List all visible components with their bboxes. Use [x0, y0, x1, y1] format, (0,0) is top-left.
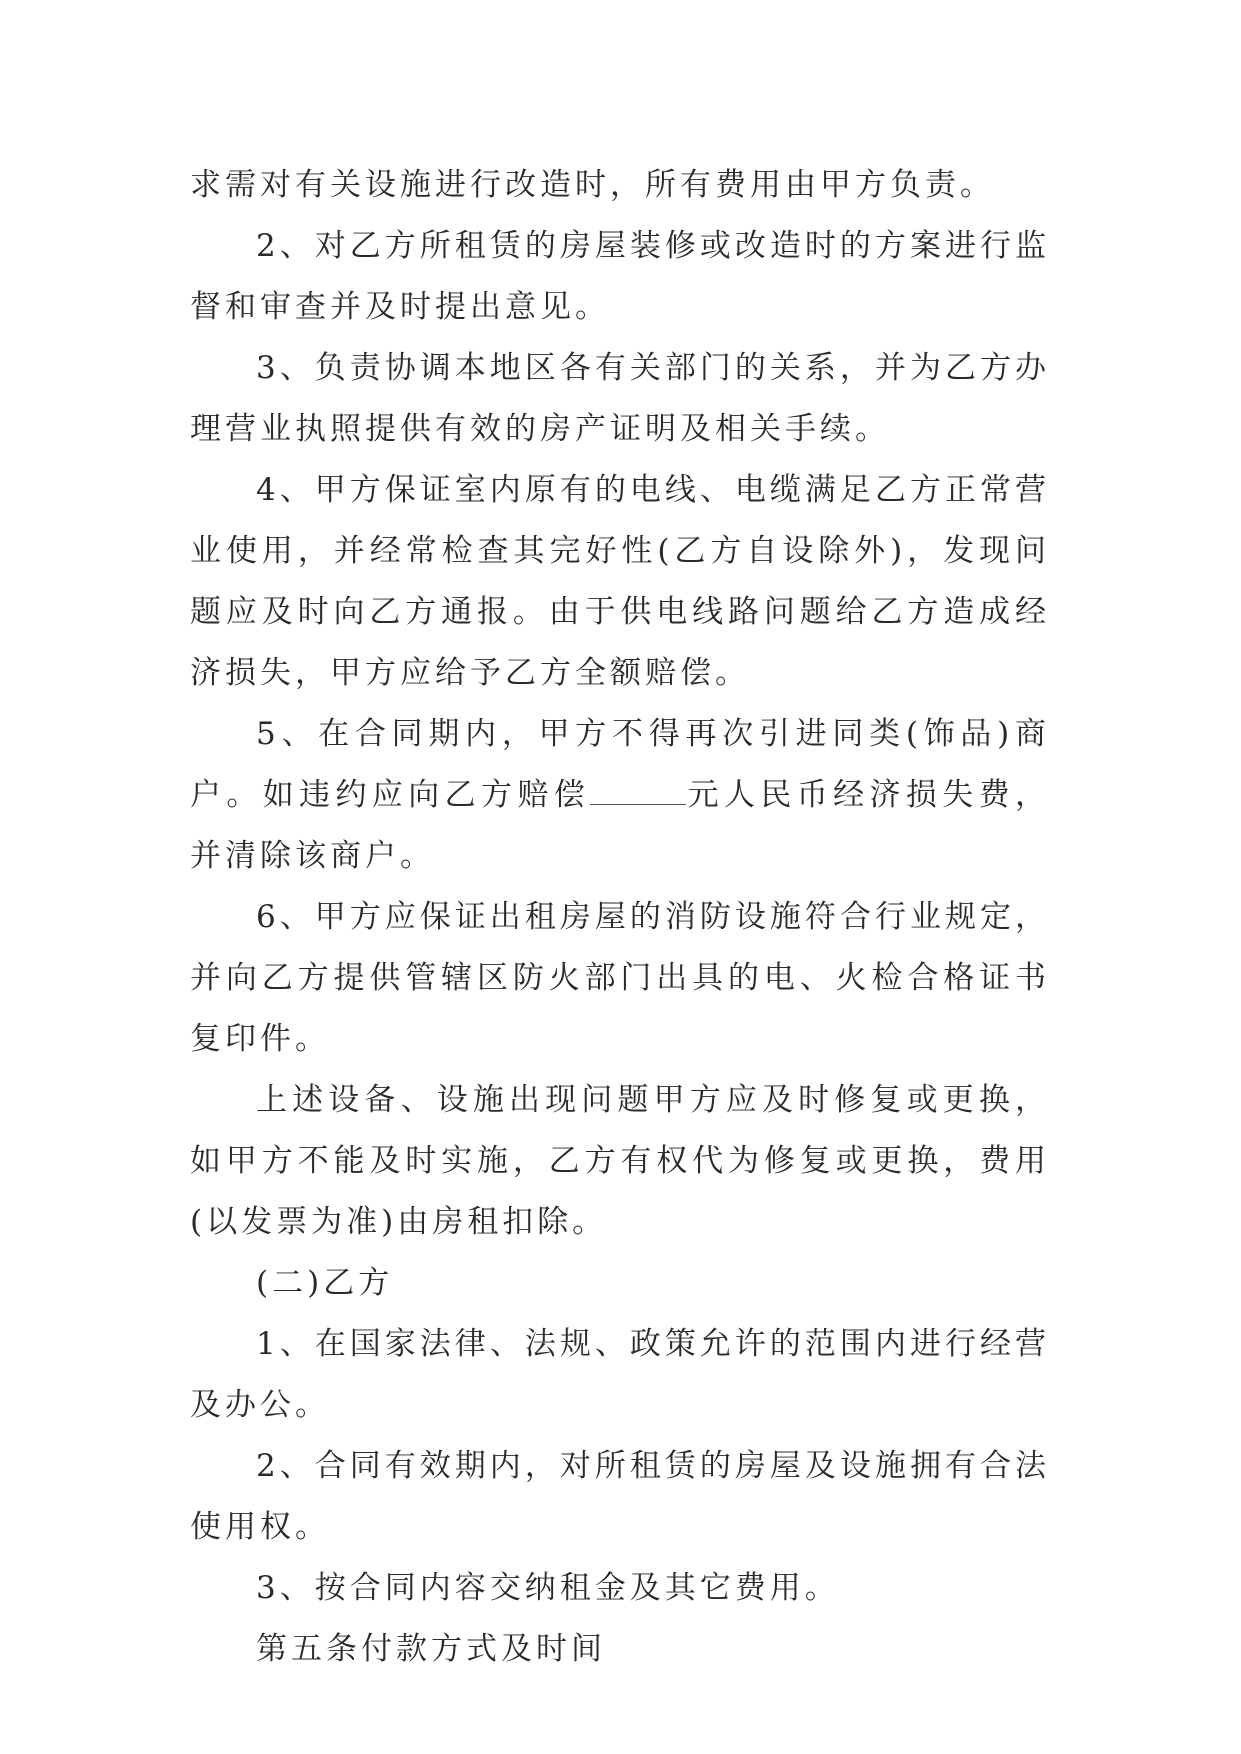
- paragraph-repair-clause: 上述设备、设施出现问题甲方应及时修复或更换，如甲方不能及时实施，乙方有权代为修复或更换，费用(以发票为准)由房租扣除。: [190, 1082, 1050, 1240]
- section-heading-lessee: (二)乙方: [256, 1265, 394, 1301]
- paragraph-lessor-item-3: 3、负责协调本地区各有关部门的关系，并为乙方办理营业执照提供有效的房产证明及相关手续。: [190, 350, 1050, 447]
- paragraph-lessor-item-5-part-2: 元人民币经济损失费，并清除该商户。: [190, 777, 1051, 874]
- paragraph-lessor-item-5: [190, 704, 1050, 887]
- paragraph-lessor-item-5-part-1: 5、在合同期内，甲方不得再次引进同类(饰品)商户。如违约应向乙方赔偿: [190, 716, 1050, 813]
- paragraph-lessee-item-2: 2、合同有效期内，对所租赁的房屋及设施拥有合法使用权。: [190, 1448, 1050, 1545]
- paragraph-continuation: 求需对有关设施进行改造时，所有费用由甲方负责。: [190, 167, 995, 203]
- document-body: [190, 155, 1050, 1680]
- compensation-amount-blank: [590, 782, 686, 805]
- article-heading-payment: 第五条付款方式及时间: [256, 1631, 606, 1667]
- paragraph-lessor-item-6: 6、甲方应保证出租房屋的消防设施符合行业规定，并向乙方提供管辖区防火部门出具的电、火检合格证书复印件。: [190, 899, 1050, 1057]
- paragraph-lessor-item-4: 4、甲方保证室内原有的电线、电缆满足乙方正常营业使用，并经常检查其完好性(乙方自设除外)，发现问题应及时向乙方通报。由于供电线路问题给乙方造成经济损失，甲方应给予乙方全额赔偿。: [190, 472, 1050, 691]
- paragraph-lessee-item-1: 1、在国家法律、法规、政策允许的范围内进行经营及办公。: [190, 1326, 1050, 1423]
- paragraph-lessee-item-3: 3、按合同内容交纳租金及其它费用。: [256, 1570, 840, 1606]
- paragraph-lessor-item-2: 2、对乙方所租赁的房屋装修或改造时的方案进行监督和审查并及时提出意见。: [190, 228, 1050, 325]
